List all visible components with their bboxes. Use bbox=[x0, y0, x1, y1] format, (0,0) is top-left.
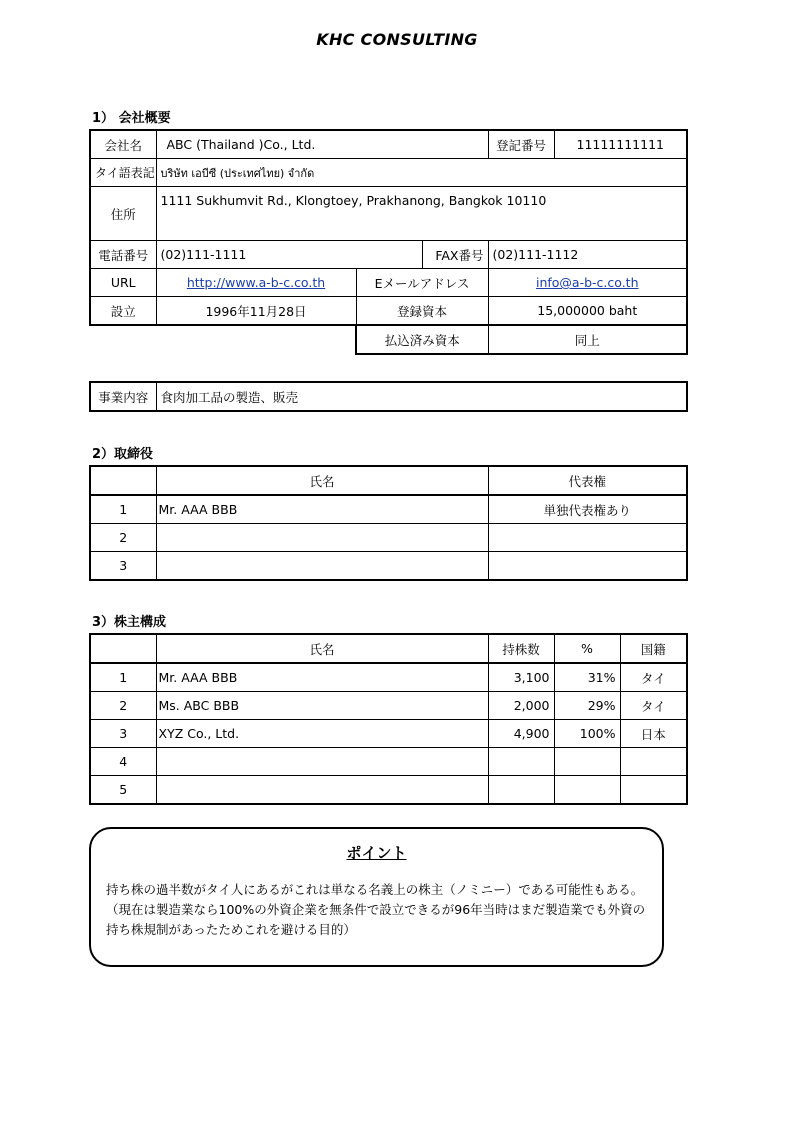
email-value[interactable] bbox=[488, 269, 687, 297]
sh-shares: 4,900 bbox=[488, 720, 554, 748]
business-label: 事業内容 bbox=[90, 382, 156, 411]
sh-pct: 29% bbox=[554, 692, 620, 720]
sh-nat: 日本 bbox=[620, 720, 687, 748]
thai-name-value: บริษัท เอบีซี (ประเทศไทย) จำกัด bbox=[156, 159, 687, 187]
table-row bbox=[90, 524, 687, 552]
section-2-heading: 2）取締役 bbox=[92, 447, 154, 462]
table-row bbox=[90, 692, 687, 720]
fax-label: FAX番号 bbox=[422, 241, 488, 269]
company-name-value: ABC (Thailand )Co., Ltd. bbox=[156, 130, 488, 159]
sh-shares bbox=[488, 776, 554, 805]
table-row bbox=[90, 552, 687, 581]
director-rep: 単独代表権あり bbox=[488, 495, 687, 524]
table-row bbox=[90, 776, 687, 805]
reg-capital-value: 15,000000 baht bbox=[488, 297, 687, 326]
sh-no: 4 bbox=[90, 748, 156, 776]
director-name bbox=[156, 524, 488, 552]
paid-capital-label: 払込済み資本 bbox=[356, 325, 488, 354]
sh-name bbox=[156, 748, 488, 776]
sh-shares: 3,100 bbox=[488, 663, 554, 692]
company-name-label: 会社名 bbox=[90, 130, 156, 159]
business-table bbox=[89, 381, 688, 412]
directors-col-name: 氏名 bbox=[156, 466, 488, 495]
address-label: 住所 bbox=[90, 187, 156, 241]
sh-name: Ms. ABC BBB bbox=[156, 692, 488, 720]
thai-name-label: タイ語表記 bbox=[90, 159, 156, 187]
url-value[interactable] bbox=[156, 269, 356, 297]
sh-col-pct: % bbox=[554, 634, 620, 663]
directors-col-rep: 代表権 bbox=[488, 466, 687, 495]
sh-nat bbox=[620, 748, 687, 776]
address-value: 1111 Sukhumvit Rd., Klongtoey, Prakhanong, Bangkok 10110 bbox=[156, 187, 687, 241]
reg-no-value: 11111111111 bbox=[554, 130, 687, 159]
reg-capital-label: 登録資本 bbox=[356, 297, 488, 326]
business-value: 食肉加工品の製造、販売 bbox=[156, 382, 687, 411]
director-name bbox=[156, 552, 488, 581]
sh-col-shares: 持株数 bbox=[488, 634, 554, 663]
sh-col-nat: 国籍 bbox=[620, 634, 687, 663]
point-text: 持ち株の過半数がタイ人にあるがこれは単なる名義上の株主（ノミニー）である可能性もある。（現在は製造業なら100%の外資企業を無条件で設立できるが96年当時はまだ製造業でも外資の持ち株規制があったためこれを避ける目的） bbox=[106, 882, 646, 937]
table-row bbox=[90, 663, 687, 692]
director-no: 3 bbox=[90, 552, 156, 581]
sh-pct bbox=[554, 776, 620, 805]
table-row bbox=[90, 495, 687, 524]
director-no: 1 bbox=[90, 495, 156, 524]
director-rep bbox=[488, 524, 687, 552]
sh-col-name: 氏名 bbox=[156, 634, 488, 663]
document-title: KHC CONSULTING bbox=[316, 30, 478, 49]
sh-pct: 31% bbox=[554, 663, 620, 692]
director-no: 2 bbox=[90, 524, 156, 552]
sh-pct bbox=[554, 748, 620, 776]
table-row bbox=[90, 748, 687, 776]
sh-shares: 2,000 bbox=[488, 692, 554, 720]
tel-label: 電話番号 bbox=[90, 241, 156, 269]
established-value: 1996年11月28日 bbox=[156, 297, 356, 326]
sh-nat bbox=[620, 776, 687, 805]
table-row bbox=[90, 720, 687, 748]
sh-name bbox=[156, 776, 488, 805]
reg-no-label: 登記番号 bbox=[488, 130, 554, 159]
sh-no: 2 bbox=[90, 692, 156, 720]
company-overview-table bbox=[89, 129, 688, 355]
director-name: Mr. AAA BBB bbox=[156, 495, 488, 524]
email-label: Eメールアドレス bbox=[356, 269, 488, 297]
sh-nat: タイ bbox=[620, 692, 687, 720]
tel-value: (02)111-1111 bbox=[156, 241, 422, 269]
established-label: 設立 bbox=[90, 297, 156, 326]
paid-capital-value: 同上 bbox=[488, 325, 687, 354]
section-1-heading: 1） 会社概要 bbox=[92, 111, 171, 126]
sh-no: 3 bbox=[90, 720, 156, 748]
fax-value: (02)111-1112 bbox=[488, 241, 687, 269]
shareholders-table bbox=[89, 633, 688, 805]
point-title: ポイント bbox=[346, 844, 407, 862]
directors-table bbox=[89, 465, 688, 581]
sh-shares bbox=[488, 748, 554, 776]
sh-no: 5 bbox=[90, 776, 156, 805]
sh-name: XYZ Co., Ltd. bbox=[156, 720, 488, 748]
sh-name: Mr. AAA BBB bbox=[156, 663, 488, 692]
section-3-heading: 3）株主構成 bbox=[92, 615, 167, 630]
sh-pct: 100% bbox=[554, 720, 620, 748]
url-label: URL bbox=[90, 269, 156, 297]
email-link[interactable]: info@a-b-c.co.th bbox=[535, 275, 639, 290]
url-link[interactable]: http://www.a-b-c.co.th bbox=[186, 275, 326, 290]
director-rep bbox=[488, 552, 687, 581]
sh-no: 1 bbox=[90, 663, 156, 692]
sh-nat: タイ bbox=[620, 663, 687, 692]
